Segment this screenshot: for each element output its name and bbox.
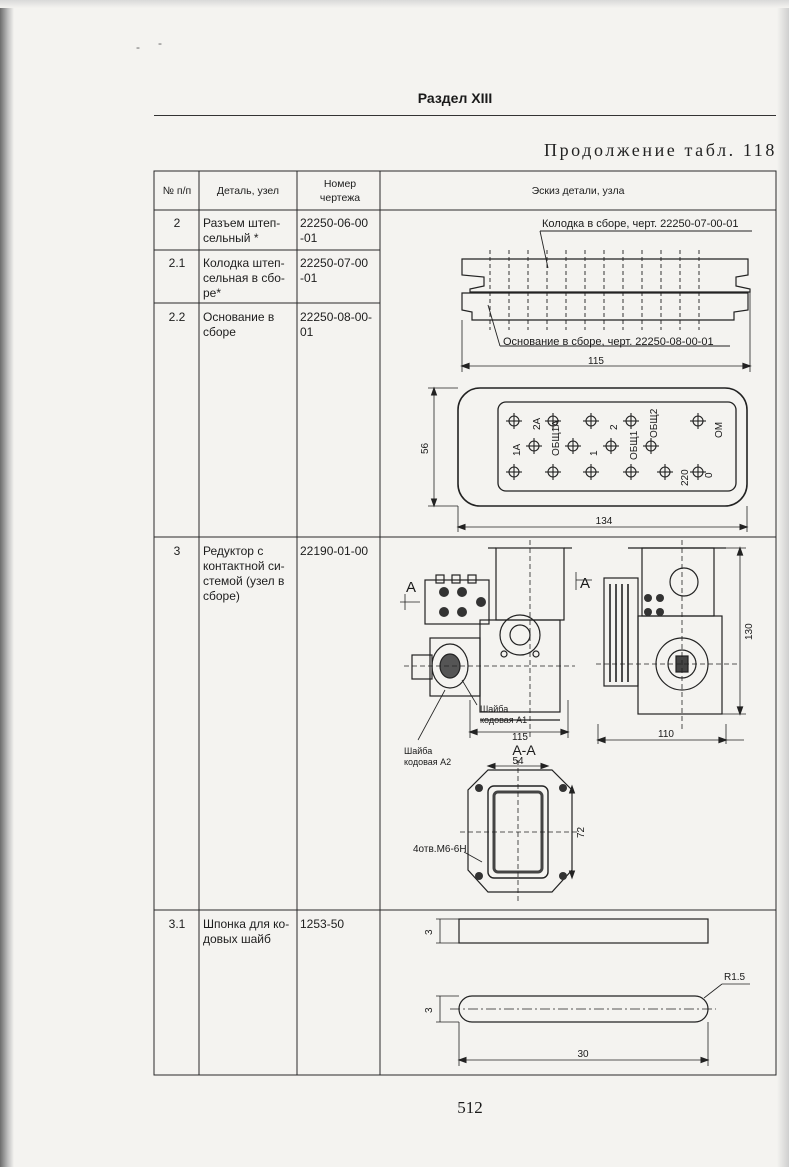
row-part: Редуктор с контактной си- стемой (узел в сборе): [203, 544, 285, 603]
dim-reducer-height: 130: [744, 623, 755, 640]
col-header-part: Деталь, узел: [216, 185, 280, 197]
label-washer-a2-line1: Шайба: [404, 746, 433, 756]
pin-label: 2: [609, 424, 620, 430]
row-drawing: 22250-07-00 -01: [300, 256, 369, 285]
key-sketch: [436, 919, 750, 1066]
dim-key-top-height: 3: [424, 929, 435, 935]
col-header-sketch: Эскиз детали, узла: [531, 185, 625, 197]
pin-label: 0: [704, 472, 715, 478]
col-header-num: № п/п: [162, 185, 192, 197]
dim-key-radius: R1.5: [724, 972, 746, 983]
page-number: 512: [457, 1098, 483, 1117]
col-header-drawing: Номер чертежа: [319, 178, 361, 204]
pin-label: ОМ: [714, 421, 725, 438]
scan-speck: ‐: [136, 40, 140, 54]
row-num: 2.1: [168, 256, 186, 270]
row-drawing: 22190-01-00: [300, 544, 369, 558]
row-num: 3: [173, 544, 181, 558]
label-block-assembly: Колодка в сборе, черт. 22250-07-00-01: [542, 218, 739, 230]
reducer-section-aa: [460, 760, 578, 902]
dim-section-width: 54: [512, 756, 524, 767]
row-drawing: 22250-06-00 -01: [300, 216, 369, 245]
connector-side-sketch: [462, 231, 752, 372]
view-marker-left: А: [406, 579, 417, 596]
row-part: Разъем штеп- сельный *: [203, 216, 281, 245]
pin-label: 2А: [532, 417, 543, 430]
row-num: 3.1: [168, 917, 186, 931]
table-continuation-caption: Продолжение табл. 118: [543, 140, 777, 160]
pin-label: ОБЩ1А: [551, 420, 562, 456]
dim-reducer-right: 110: [658, 729, 674, 740]
section-aa-label: А-А: [512, 742, 536, 758]
row-num: 2: [173, 216, 181, 230]
dim-connector-width: 115: [588, 356, 604, 367]
section-title: Раздел XIII: [417, 90, 493, 106]
dim-connector-plan-width: 134: [595, 516, 613, 527]
pin-label: ОБЩ2: [649, 408, 660, 438]
pin-label: 220: [680, 469, 691, 486]
row-drawing: 1253-50: [300, 917, 345, 931]
row-num: 2.2: [168, 310, 186, 324]
pin-label: 1: [589, 450, 600, 456]
label-washer-a1-line2: кодовая А1: [480, 715, 528, 725]
row-part: Шпонка для ко- довых шайб: [203, 917, 290, 946]
pin-label: ОБЩ1: [629, 430, 640, 460]
label-holes: 4отв.М6-6Н: [413, 844, 467, 855]
reducer-right-view: [576, 540, 746, 744]
dim-section-height: 72: [576, 826, 587, 838]
row-part: Колодка штеп- сельная в сбо- ре*: [203, 256, 285, 300]
dim-reducer-left: 115: [512, 732, 528, 743]
label-base-assembly: Основание в сборе, черт. 22250-08-00-01: [503, 336, 714, 348]
label-washer-a1-line1: Шайба: [480, 704, 509, 714]
scan-speck: ‐: [158, 36, 162, 50]
row-part: Основание в сборе: [203, 310, 275, 339]
dim-key-length: 30: [577, 1049, 589, 1060]
view-marker-right: А: [580, 575, 591, 592]
row-drawing: 22250-08-00- 01: [300, 310, 373, 339]
label-washer-a2-line2: кодовая А2: [404, 757, 452, 767]
connector-plan-sketch: [428, 388, 747, 532]
dim-key-bottom-height: 3: [424, 1007, 435, 1013]
dim-connector-height: 56: [420, 442, 431, 454]
pin-label: 1А: [512, 443, 523, 456]
